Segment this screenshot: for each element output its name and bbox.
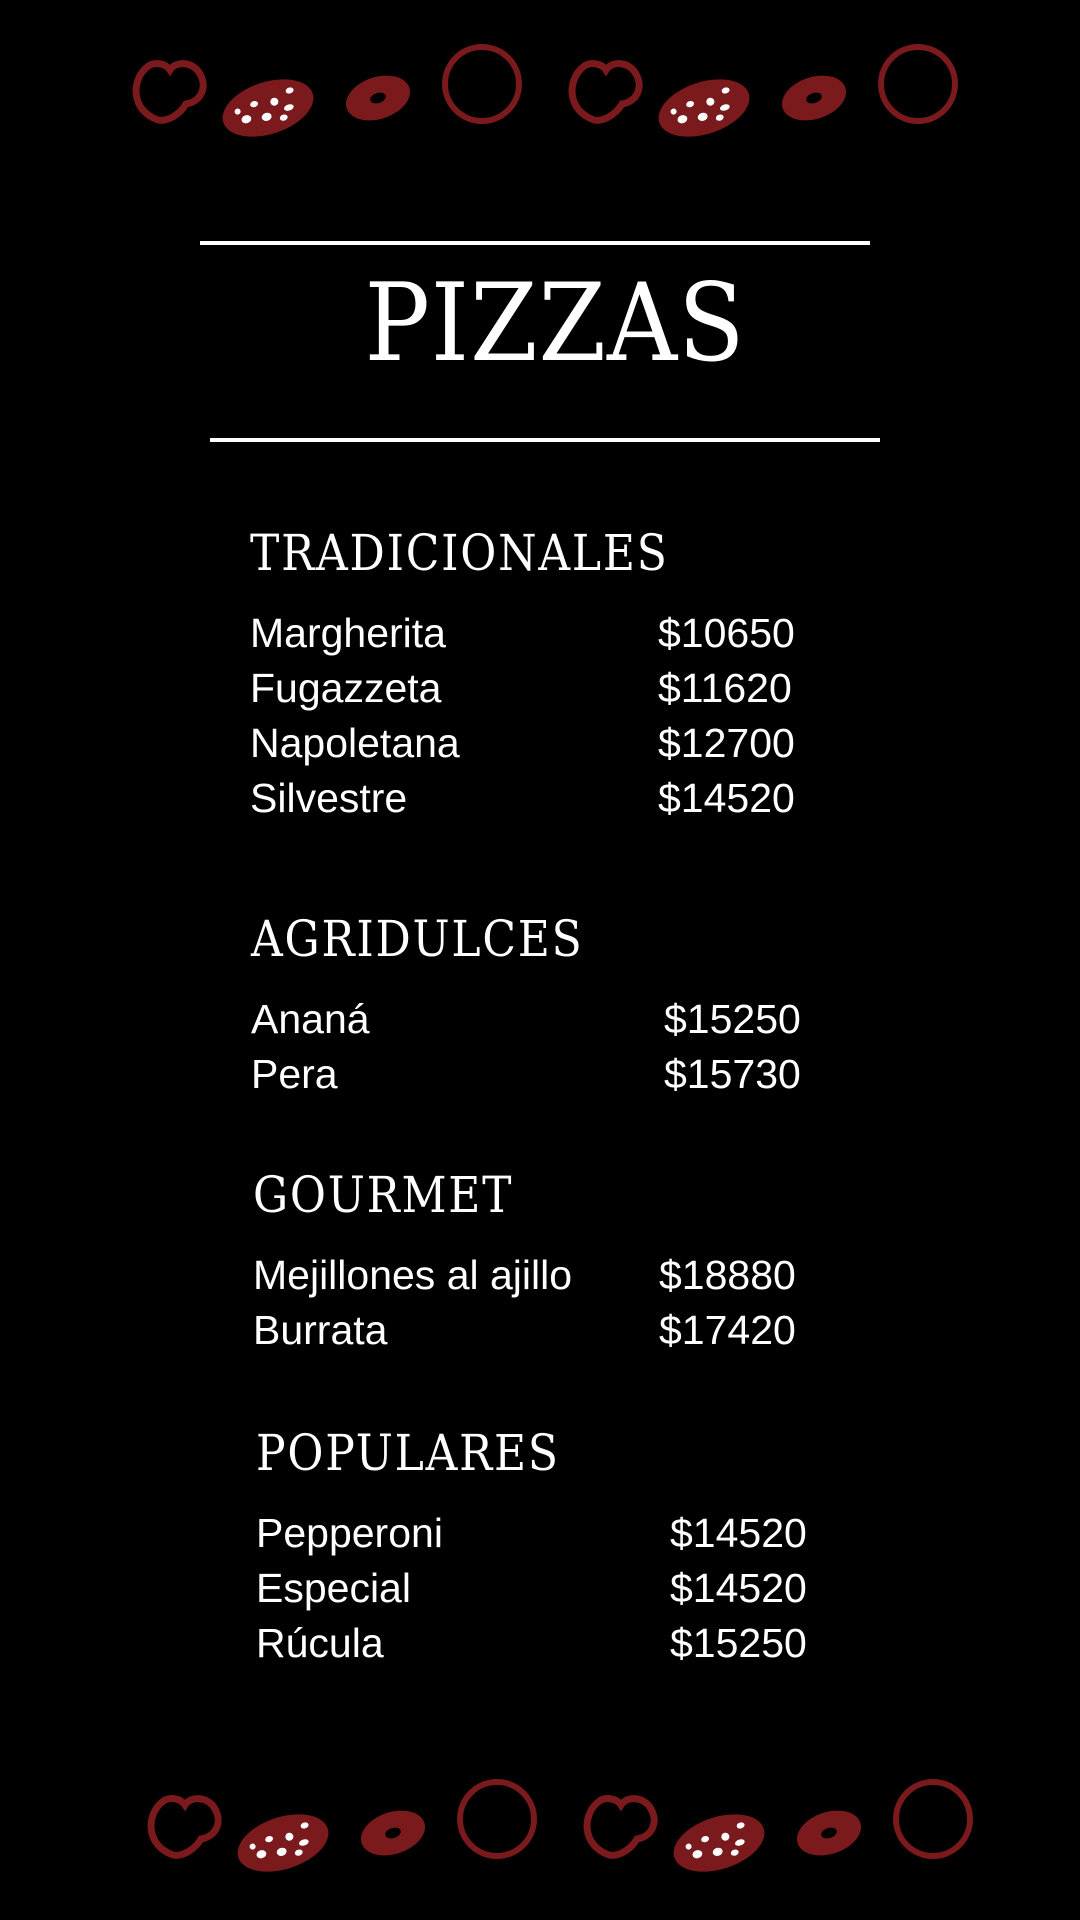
bottom-decoration-row bbox=[0, 1765, 1080, 1875]
menu-item bbox=[250, 606, 850, 661]
item-price: $14520 bbox=[670, 1510, 807, 1556]
item-name: Napoletana bbox=[250, 720, 460, 766]
olive-icon bbox=[791, 1803, 867, 1863]
section-heading: GOURMET bbox=[253, 1166, 514, 1224]
menu-item bbox=[253, 1248, 853, 1303]
olive-icon bbox=[355, 1803, 431, 1863]
menu-item bbox=[256, 1561, 856, 1616]
top-decoration-row bbox=[0, 30, 1080, 140]
section-heading: TRADICIONALES bbox=[250, 524, 669, 582]
item-price: $14520 bbox=[658, 775, 795, 821]
pepper-icon bbox=[151, 1799, 218, 1856]
menu-item bbox=[250, 771, 850, 826]
item-price: $14520 bbox=[670, 1565, 807, 1611]
salami-icon bbox=[230, 1804, 335, 1875]
item-name: Margherita bbox=[250, 610, 446, 656]
onion-ring-icon bbox=[881, 47, 955, 121]
item-name: Pera bbox=[251, 1051, 338, 1097]
item-name: Pepperoni bbox=[256, 1510, 443, 1556]
bottom-decoration-graphic bbox=[0, 1765, 1080, 1875]
olive-icon bbox=[776, 68, 852, 128]
item-price: $18880 bbox=[659, 1252, 796, 1298]
salami-icon bbox=[666, 1804, 771, 1875]
salami-icon bbox=[651, 69, 756, 140]
menu-item bbox=[250, 661, 850, 716]
menu-item bbox=[253, 1303, 853, 1358]
menu-section-tradicionales bbox=[250, 524, 850, 826]
pepper-icon bbox=[136, 64, 203, 121]
item-price: $15730 bbox=[664, 1051, 801, 1097]
onion-ring-icon bbox=[896, 1782, 970, 1856]
item-name: Especial bbox=[256, 1565, 411, 1611]
top-decoration-graphic bbox=[0, 30, 1080, 140]
item-price: $12700 bbox=[658, 720, 795, 766]
salami-icon bbox=[215, 69, 320, 140]
onion-ring-icon bbox=[445, 47, 519, 121]
onion-ring-icon bbox=[460, 1782, 534, 1856]
item-price: $15250 bbox=[664, 996, 801, 1042]
menu-item bbox=[256, 1616, 856, 1671]
menu-item bbox=[251, 1047, 851, 1102]
item-name: Silvestre bbox=[250, 775, 408, 821]
item-name: Ananá bbox=[251, 996, 370, 1042]
menu-section-agridulces bbox=[251, 910, 851, 1102]
item-price: $17420 bbox=[659, 1307, 796, 1353]
olive-icon bbox=[340, 68, 416, 128]
menu-item bbox=[256, 1506, 856, 1561]
pepper-icon bbox=[572, 64, 639, 121]
item-name: Burrata bbox=[253, 1307, 388, 1353]
section-heading: AGRIDULCES bbox=[251, 910, 584, 968]
pepper-icon bbox=[587, 1799, 654, 1856]
title-top-rule bbox=[200, 241, 870, 245]
section-heading: POPULARES bbox=[256, 1424, 560, 1482]
item-name: Fugazzeta bbox=[250, 665, 442, 711]
item-price: $15250 bbox=[670, 1620, 807, 1666]
item-name: Mejillones al ajillo bbox=[253, 1252, 573, 1298]
page-title: PIZZAS bbox=[364, 261, 746, 386]
item-name: Rúcula bbox=[256, 1620, 384, 1666]
menu-item bbox=[251, 992, 851, 1047]
item-price: $11620 bbox=[658, 665, 792, 711]
menu-section-gourmet bbox=[253, 1166, 853, 1358]
item-price: $10650 bbox=[658, 610, 795, 656]
menu-item bbox=[250, 716, 850, 771]
menu-section-populares bbox=[256, 1424, 856, 1671]
title-bottom-rule bbox=[210, 438, 880, 442]
